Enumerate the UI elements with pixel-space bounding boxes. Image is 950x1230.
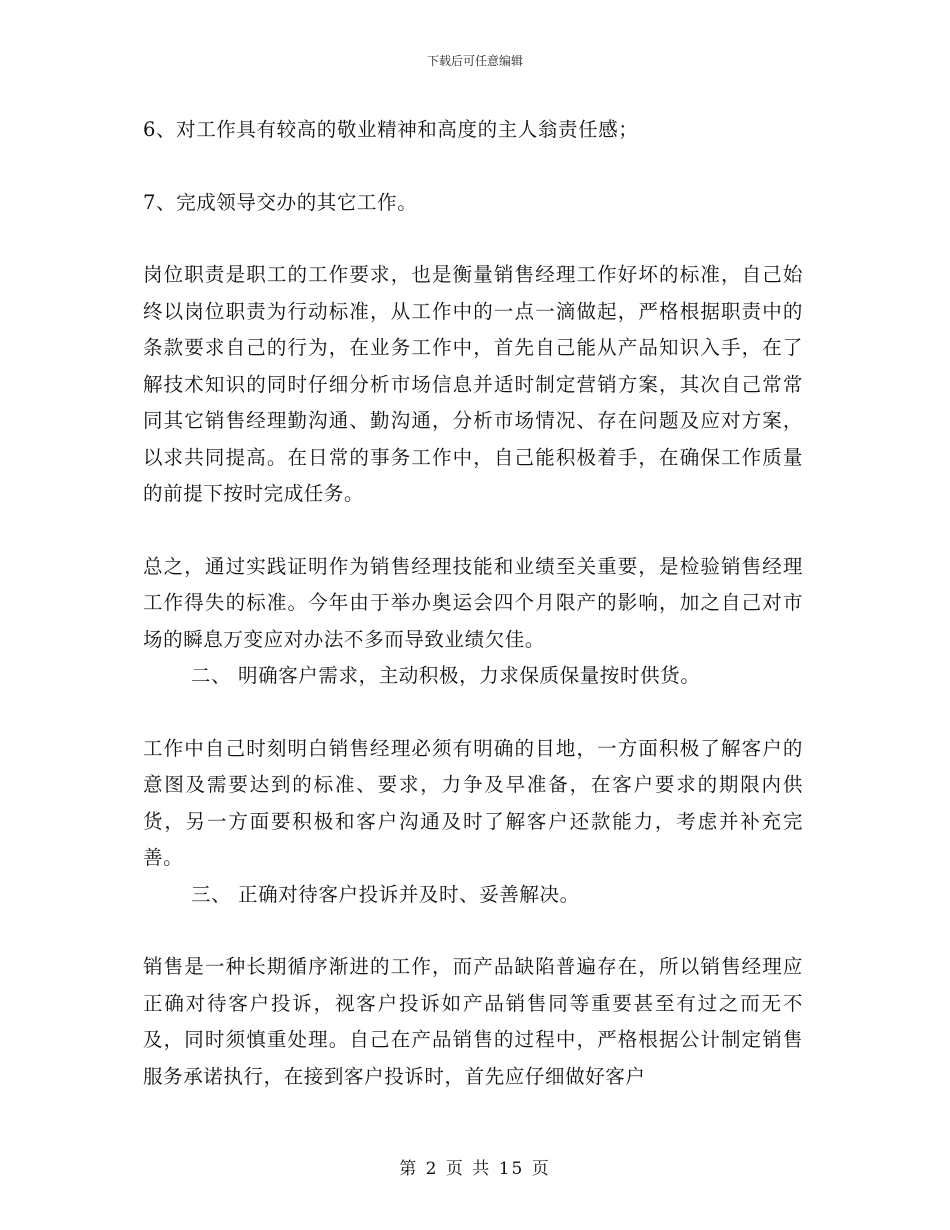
document-body: [143, 112, 803, 1095]
section-heading-3: 三、 正确对待客户投诉并及时、妥善解决。: [191, 882, 580, 906]
paragraph-job-duties: 岗位职责是职工的工作要求，也是衡量销售经理工作好坏的标准，自己始终以岗位职责为行动标准，从工作中的一点一滴做起，严格根据职责中的条款要求自己的行为，在业务工作中，首先自己能从产品知识入手，在了解技术知识的同时仔细分析市场信息并适时制定营销方案，其次自己常常同其它销售经理勤沟通、勤沟通，分析市场情况、存在问题及应对方案，以求共同提高。在日常的事务工作中，自己能积极着手，在确保工作质量的前提下按时完成任务。: [143, 263, 803, 505]
paragraph-customer-needs: 工作中自己时刻明白销售经理必须有明确的目地，一方面积极了解客户的意图及需要达到的标准、要求，力争及早准备，在客户要求的期限内供货，另一方面要积极和客户沟通及时了解客户还款能力，考虑并补充完善。: [143, 736, 803, 869]
paragraph-summary: 总之，通过实践证明作为销售经理技能和业绩至关重要，是检验销售经理工作得失的标准。今年由于举办奥运会四个月限产的影响，加之自己对市场的瞬息万变应对办法不多而导致业绩欠佳。: [143, 554, 803, 651]
paragraph-item-6: 6、对工作具有较高的敬业精神和高度的主人翁责任感；: [143, 118, 639, 141]
header-note: 下载后可任意编辑: [426, 54, 523, 68]
paragraph-complaints: 销售是一种长期循序渐进的工作，而产品缺陷普遍存在，所以销售经理应正确对待客户投诉，视客户投诉如产品销售同等重要甚至有过之而无不及，同时须慎重处理。自己在产品销售的过程中，严格根据公计制定销售服务承诺执行，在接到客户投诉时，首先应仔细做好客户: [143, 955, 803, 1088]
page-number: 第 2 页 共 15 页: [399, 1159, 551, 1179]
section-heading-2: 二、 明确客户需求，主动积极，力求保质保量按时供货。: [191, 664, 701, 687]
paragraph-item-7: 7、完成领导交办的其它工作。: [143, 190, 418, 214]
